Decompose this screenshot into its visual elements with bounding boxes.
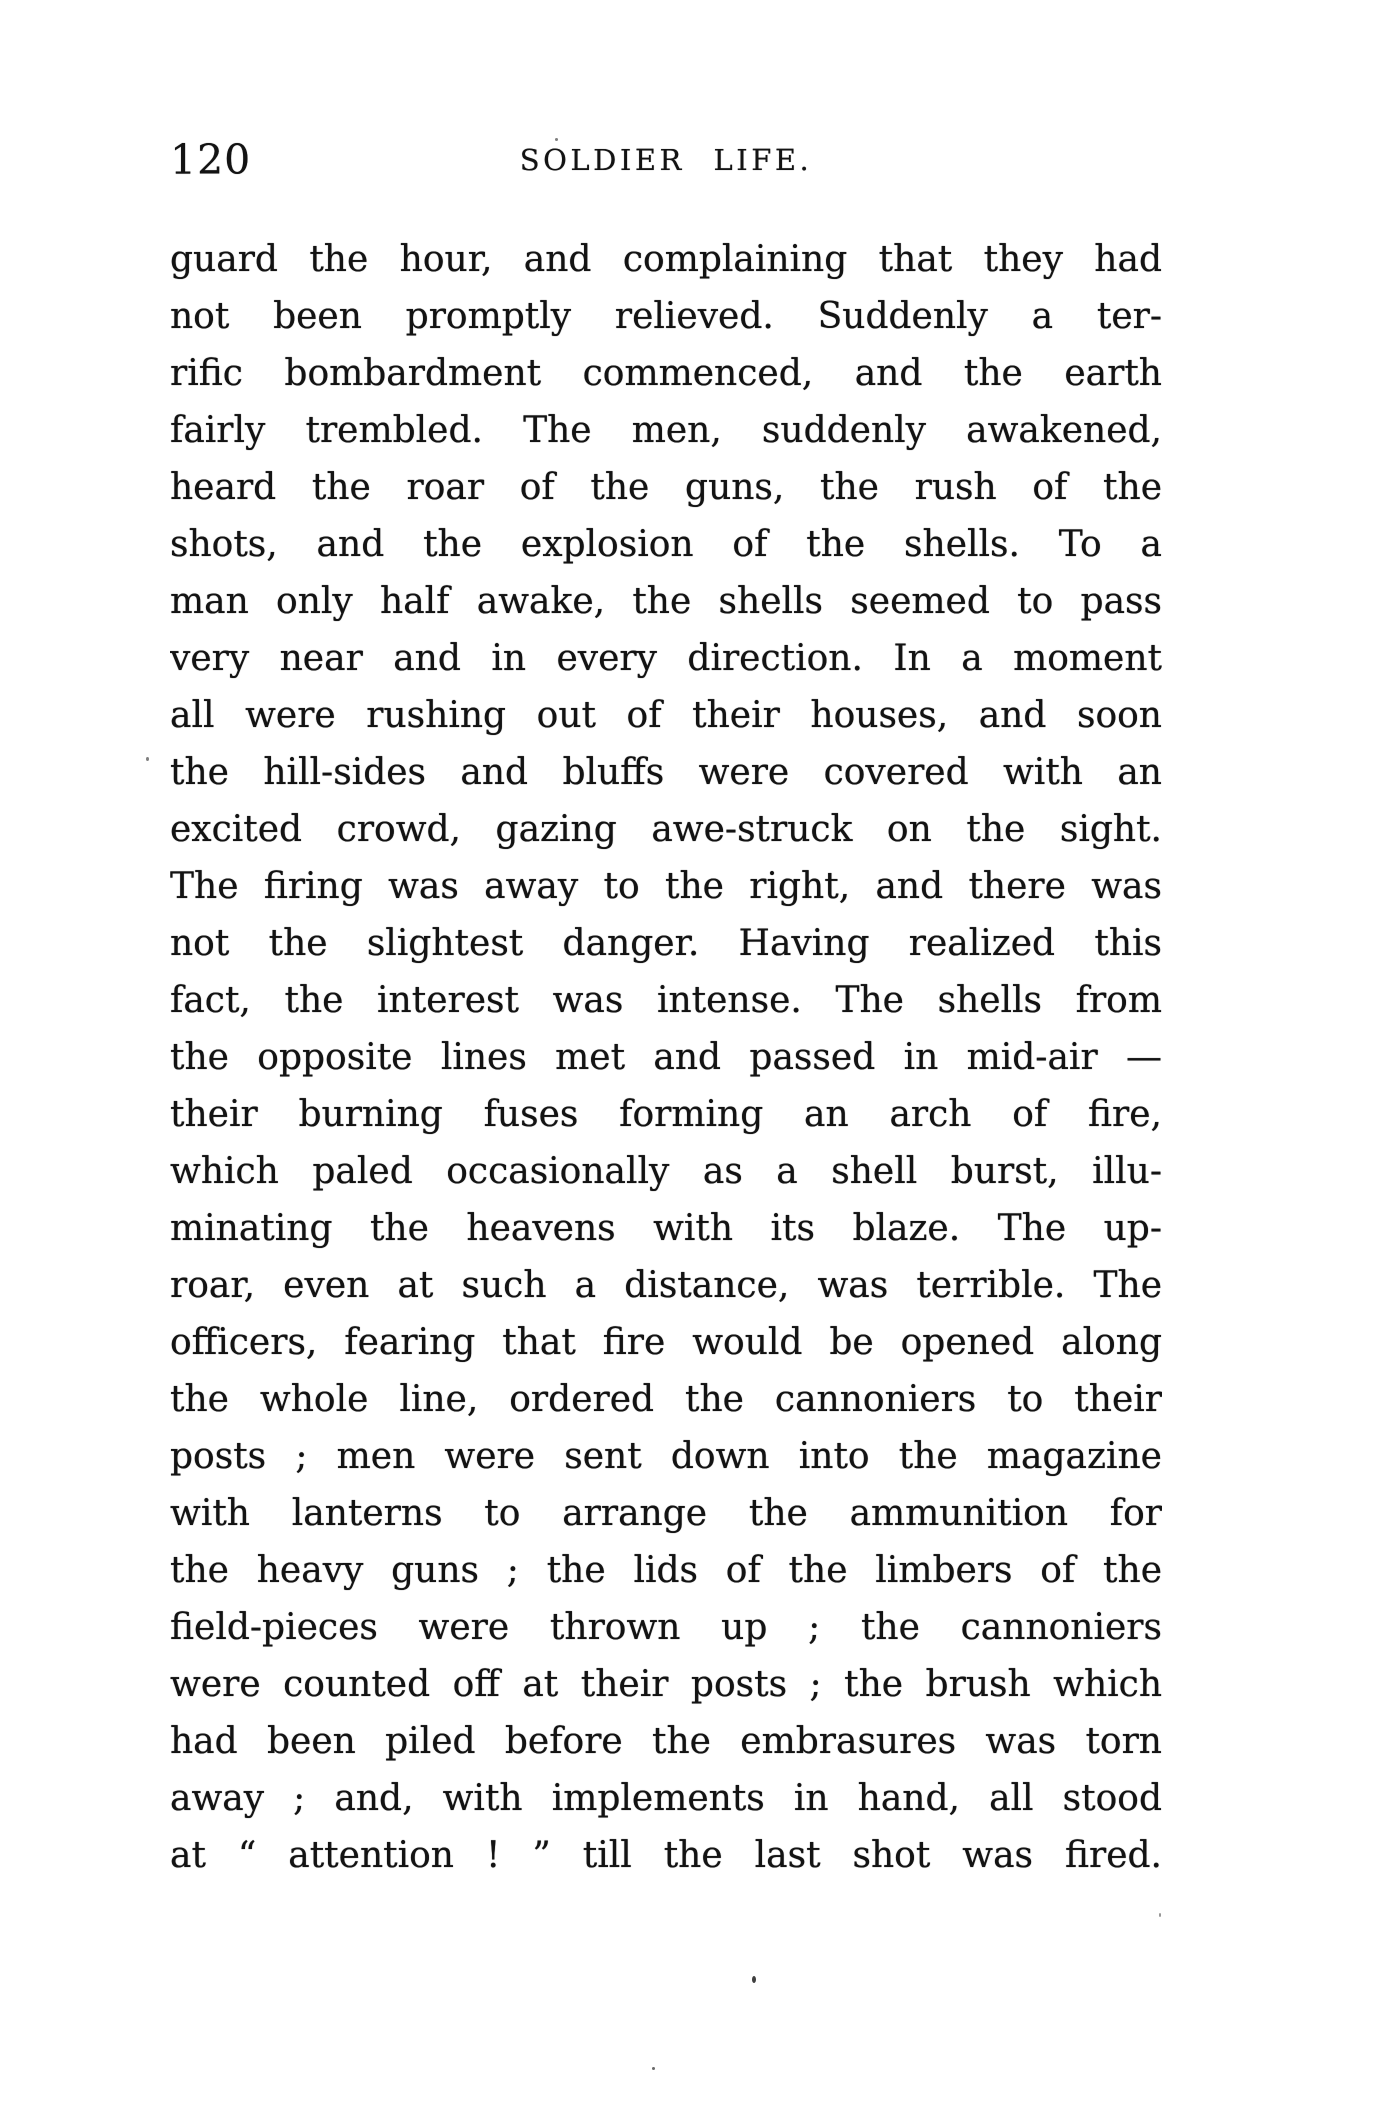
text-line: very near and in every direction. In a moment bbox=[170, 638, 1162, 679]
text-line: the whole line, ordered the cannoniers to their bbox=[170, 1379, 1162, 1420]
scan-speck bbox=[1159, 1913, 1161, 1917]
text-line: man only half awake, the shells seemed to pass bbox=[170, 581, 1162, 622]
text-line: The firing was away to the right, and there was bbox=[170, 866, 1162, 907]
body-text bbox=[170, 231, 1162, 1884]
text-line: not been promptly relieved. Suddenly a ter- bbox=[170, 296, 1162, 337]
scan-speck bbox=[752, 1976, 756, 1983]
text-line: their burning fuses forming an arch of fire, bbox=[170, 1094, 1162, 1135]
text-line: shots, and the explosion of the shells. To a bbox=[170, 524, 1162, 565]
running-title: SOLDIER LIFE. bbox=[519, 143, 813, 177]
text-line: the hill-sides and bluffs were covered with an bbox=[170, 752, 1162, 793]
text-line: at “ attention ! ” till the last shot was fired. bbox=[170, 1835, 1162, 1876]
text-line: field-pieces were thrown up ; the cannoniers bbox=[170, 1607, 1162, 1648]
page-number: 120 bbox=[170, 136, 252, 184]
text-line: away ; and, with implements in hand, all stood bbox=[170, 1778, 1162, 1819]
text-line: were counted off at their posts ; the brush which bbox=[170, 1664, 1162, 1705]
text-line: all were rushing out of their houses, and soon bbox=[170, 695, 1162, 736]
text-line: minating the heavens with its blaze. The up- bbox=[170, 1208, 1162, 1249]
text-line: not the slightest danger. Having realized this bbox=[170, 923, 1162, 964]
text-line: roar, even at such a distance, was terrible. The bbox=[170, 1265, 1162, 1306]
text-line: fairly trembled. The men, suddenly awakened, bbox=[170, 410, 1162, 451]
scan-speck bbox=[652, 2067, 655, 2070]
text-line: fact, the interest was intense. The shells from bbox=[170, 980, 1162, 1021]
scan-speck bbox=[555, 138, 558, 141]
text-line: the heavy guns ; the lids of the limbers of the bbox=[170, 1550, 1162, 1591]
text-line: with lanterns to arrange the ammunition for bbox=[170, 1493, 1162, 1534]
text-line: had been piled before the embrasures was torn bbox=[170, 1721, 1162, 1762]
text-line: the opposite lines met and passed in mid-air — bbox=[170, 1037, 1162, 1078]
text-line: guard the hour, and complaining that they had bbox=[170, 239, 1162, 280]
page-header bbox=[170, 136, 1162, 182]
text-line: excited crowd, gazing awe-struck on the sight. bbox=[170, 809, 1162, 850]
text-line: posts ; men were sent down into the magazine bbox=[170, 1436, 1162, 1477]
text-line: which paled occasionally as a shell burst, illu- bbox=[170, 1151, 1162, 1192]
text-line: heard the roar of the guns, the rush of the bbox=[170, 467, 1162, 508]
text-line: rific bombardment commenced, and the earth bbox=[170, 353, 1162, 394]
text-line: officers, fearing that fire would be opened along bbox=[170, 1322, 1162, 1363]
scan-speck bbox=[146, 757, 149, 761]
